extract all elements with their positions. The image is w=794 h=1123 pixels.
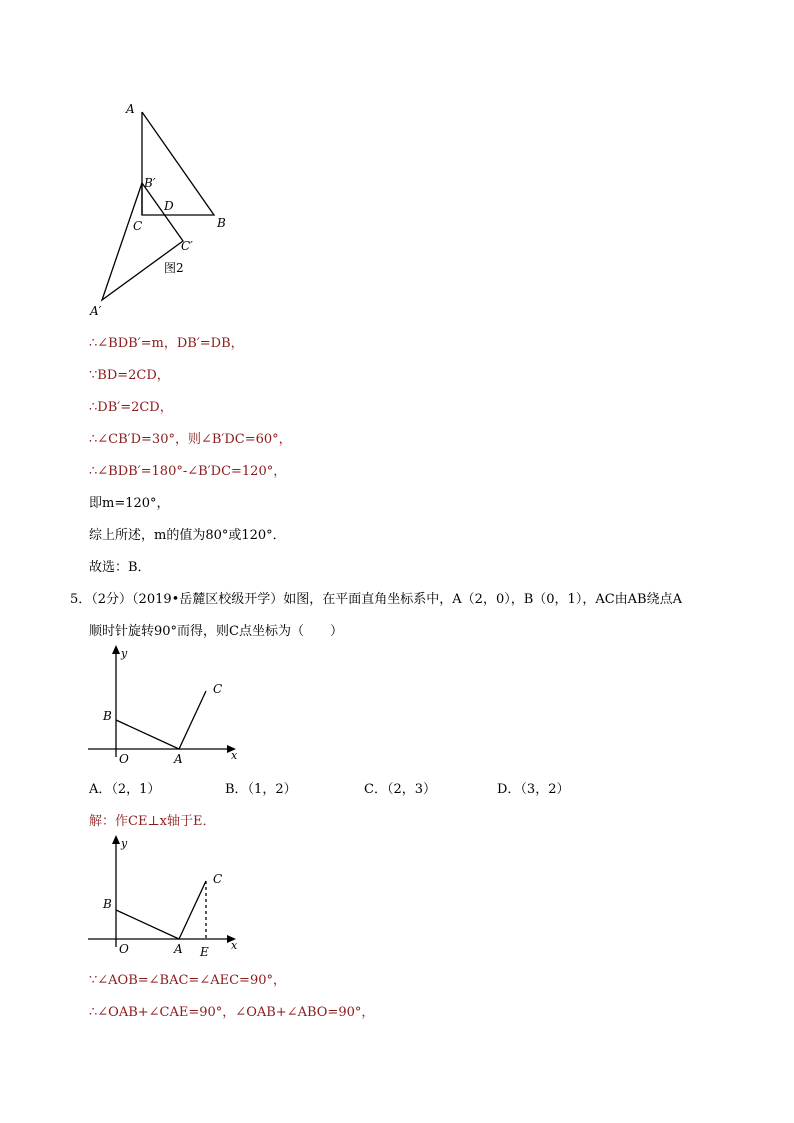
- point-label-A: A: [174, 942, 183, 956]
- figure-caption: 图2: [164, 261, 184, 275]
- axis-label-y: y: [121, 837, 128, 850]
- point-label-A: A: [174, 752, 183, 766]
- axis-label-y: y: [121, 647, 128, 660]
- label-C-prime: C′: [181, 239, 193, 253]
- solution-line: ∵BD=2CD，: [89, 368, 170, 383]
- figure-coordinate-solution: [88, 835, 248, 960]
- option-a: A．（2，1）: [89, 782, 161, 797]
- point-label-E: E: [200, 945, 209, 959]
- question-5-text-line1: 5．（2分）（2019•岳麓区校级开学）如图，在平面直角坐标系中，A（2，0），B（0，1），AC由AB绕点A: [70, 592, 682, 607]
- solution-line: 即m=120°，: [89, 496, 170, 511]
- point-label-O: O: [119, 942, 129, 956]
- label-B: B: [217, 216, 226, 230]
- solution-line: 故选：B．: [89, 560, 151, 575]
- point-label-B: B: [103, 897, 112, 911]
- solution-line: ∴∠BDB′=180°-∠B′DC=120°，: [89, 464, 287, 479]
- label-B-prime: B′: [144, 176, 156, 190]
- question-5-text-line2: 顺时针旋转90°而得，则C点坐标为（ ）: [89, 624, 343, 639]
- point-label-C: C: [213, 682, 223, 696]
- label-A: A: [126, 102, 135, 116]
- point-label-C: C: [213, 872, 223, 886]
- option-c: C．（2，3）: [364, 782, 436, 797]
- label-D: D: [164, 199, 174, 213]
- figure-rotated-triangles: [80, 95, 260, 320]
- label-C: C: [133, 219, 143, 233]
- label-A-prime: A′: [90, 304, 102, 318]
- solution-line: ∴∠BDB′=m，DB′=DB，: [89, 336, 244, 351]
- solution-line: 综上所述，m的值为80°或120°．: [89, 528, 286, 543]
- option-d: D．（3，2）: [497, 782, 570, 797]
- solution-line: ∵∠AOB=∠BAC=∠AEC=90°，: [89, 973, 286, 988]
- option-b: B．（1，2）: [225, 782, 297, 797]
- axis-label-x: x: [231, 749, 238, 762]
- axis-label-x: x: [231, 939, 238, 952]
- solution-line: ∴∠CB′D=30°，则∠B′DC=60°，: [89, 432, 292, 447]
- point-label-O: O: [119, 752, 129, 766]
- point-label-B: B: [103, 709, 112, 723]
- solution-line: ∴∠OAB+∠CAE=90°，∠OAB+∠ABO=90°，: [89, 1005, 375, 1020]
- solution-intro: 解：作CE⊥x轴于E．: [89, 814, 216, 829]
- solution-line: ∴DB′=2CD，: [89, 400, 173, 415]
- figure-coordinate-question: [88, 645, 248, 770]
